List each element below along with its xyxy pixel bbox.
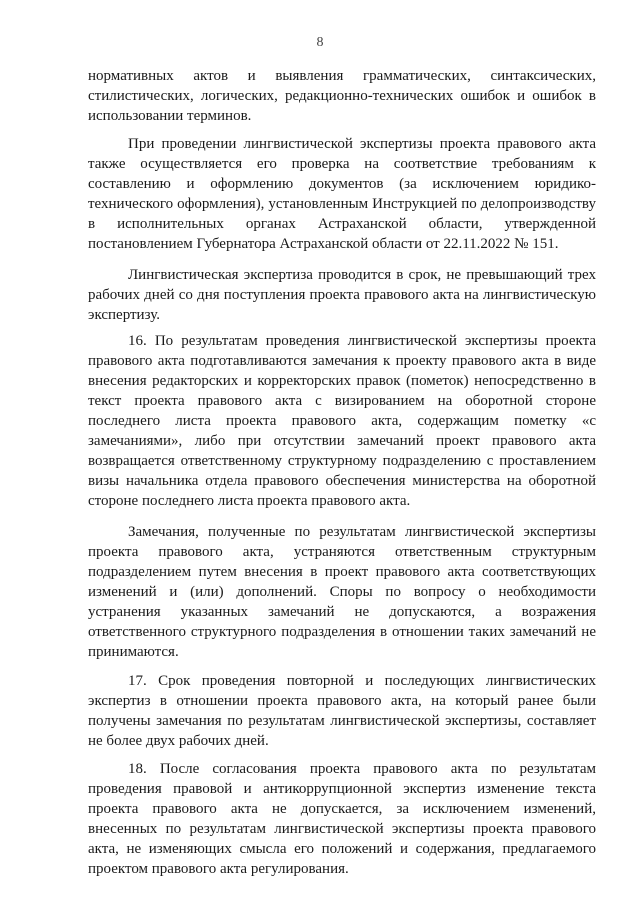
paragraph-item-16: 16. По результатам проведения лингвистической экспертизы проекта правового акта подготавливаются замечания к проекту правового акта в виде внесения редакторских и корректорских правок (пометок) непосредственно в текст проекта правового акта с визированием на оборотной стороне последнего листа проекта правового акта, содержащим пометку «с замечаниями», либо при отсутствии замечаний проект правового акта возвращается ответственному структурному подразделению с проставлением визы начальника отдела правового обеспечения министерства на оборотной стороне последнего листа проекта правового акта. — [88, 333, 596, 509]
paragraph-item-18: 18. После согласования проекта правового акта по результатам проведения правовой и антикоррупционной экспертиз изменение текста проекта правового акта не допускается, за исключением изменений, внесенных по результатам лингвистической экспертизы проекта правового акта, не изменяющих смысла его положений и содержания, предлагаемого проектом правового акта регулирования. — [88, 761, 596, 877]
document-body — [88, 66, 596, 879]
paragraph-expertise-term: Лингвистическая экспертиза проводится в срок, не превышающий трех рабочих дней со дня поступления проекта правового акта на лингвистическую экспертизу. — [88, 267, 596, 323]
paragraph-verification-requirements: При проведении лингвистической экспертизы проекта правового акта также осуществляется его проверка на соответствие требованиям к составлению и оформлению документов (за исключением юридико-технического оформления), установленным Инструкцией по делопроизводству в исполнительных органах Астраханской области, утвержденной постановлением Губернатора Астраханской области от 22.11.2022 № 151. — [88, 136, 596, 252]
page-number: 8 — [316, 35, 324, 50]
paragraph-item-17: 17. Срок проведения повторной и последующих лингвистических экспертиз в отношении проекта правового акта, на который ранее были получены замечания по результатам лингвистической экспертизы, составляет не более двух рабочих дней. — [88, 673, 596, 749]
paragraph-remarks: Замечания, полученные по результатам лингвистической экспертизы проекта правового акта, устраняются ответственным структурным подразделением путем внесения в проект правового акта соответствующих изменений и (или) дополнений. Споры по вопросу о необходимости устранения указанных замечаний не допускаются, а возражения ответственного структурного подразделения в отношении таких замечаний не принимаются. — [88, 524, 596, 660]
paragraph-continuation: нормативных актов и выявления грамматических, синтаксических, стилистических, логических, редакционно-технических ошибок и ошибок в использовании терминов. — [88, 68, 596, 124]
